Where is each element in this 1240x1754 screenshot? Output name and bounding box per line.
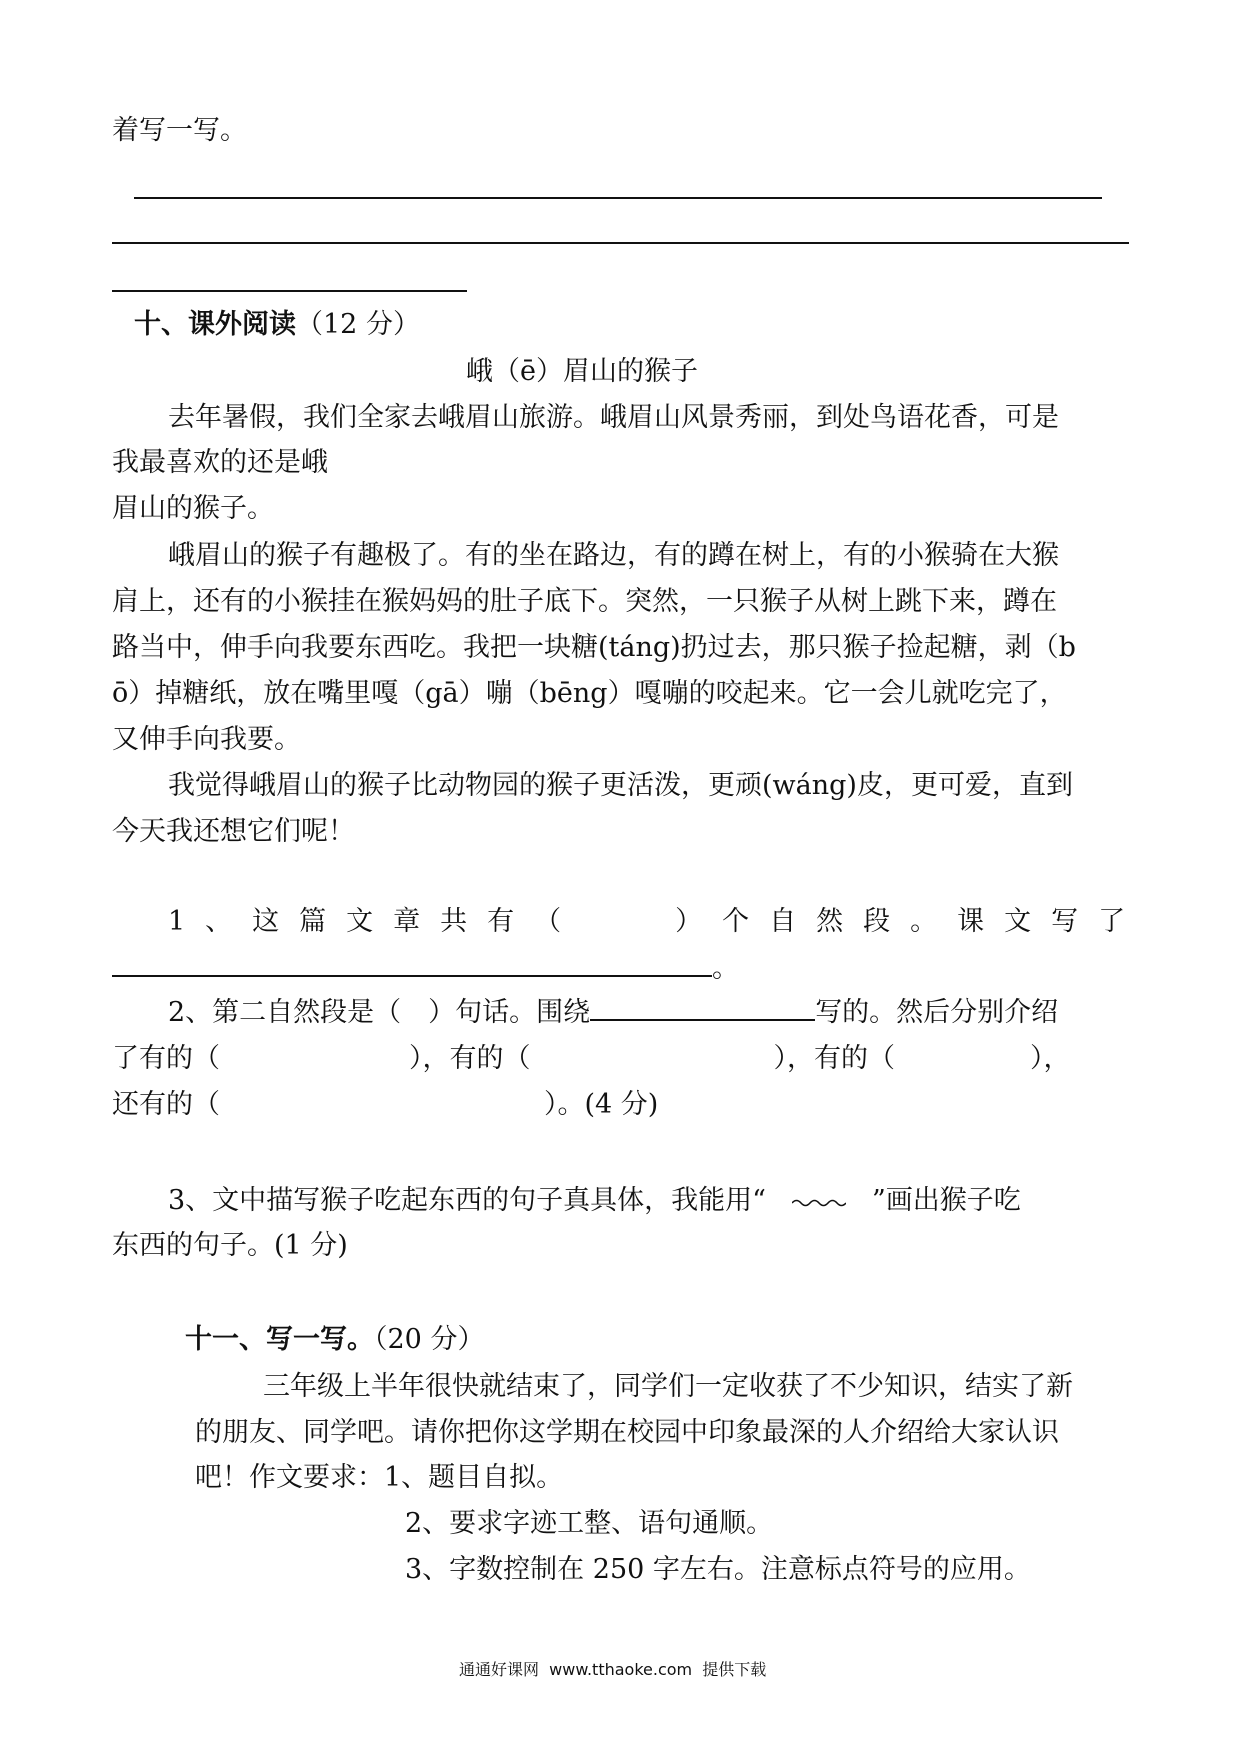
paragraph-line: 肩上，还有的小猴挂在猴妈妈的肚子底下。突然，一只猴子从树上跳下来，蹲在 [112,586,1057,617]
section-10-heading [134,302,420,347]
paragraph-line: 峨眉山的猴子有趣极了。有的坐在路边，有的蹲在树上，有的小猴骑在大猴 [168,540,1059,571]
q1-end: 。 [712,953,739,984]
continuation-text: 着写一写。 [112,115,247,146]
paragraph-line: 去年暑假，我们全家去峨眉山旅游。峨眉山风景秀丽，到处鸟语花香，可是 [168,402,1059,433]
paragraph-line: 我最喜欢的还是峨 [112,447,328,478]
answer-line [134,197,1102,199]
answer-line [112,290,467,292]
q2-text-cont: 写的。然后分别介绍 [815,997,1059,1028]
q1-answer-line [112,975,712,977]
wavy-underline-icon [792,1197,846,1207]
q2-text: 2、第二自然段是（ ）句话。围绕 [168,997,591,1028]
q3-text-cont: ”画出猴子吃 [871,1185,1021,1216]
question-3 [168,1178,1021,1223]
question-3-line: 东西的句子。(1 分) [112,1230,348,1261]
paragraph-line: 眉山的猴子。 [112,493,274,524]
article-title: 峨（ē）眉山的猴子 [466,356,698,387]
section-10-score: （12 分） [296,309,420,340]
question-2 [168,990,1058,1035]
paragraph-line: 我觉得峨眉山的猴子比动物园的猴子更活泼，更顽(wáng)皮，更可爱，直到 [168,770,1073,801]
prompt-line: 的朋友、同学吧。请你把你这学期在校园中印象最深的人介绍给大家认识 [195,1417,1059,1448]
question-1: 1、这篇文章共有（ ）个自然段。课文写了 [168,906,1146,937]
requirement-2: 2、要求字迹工整、语句通顺。 [405,1508,774,1539]
q3-text: 3、文中描写猴子吃起东西的句子真具体，我能用“ [168,1185,766,1216]
q2-blank [590,991,815,1021]
section-10-title: 十、课外阅读 [134,309,296,340]
paragraph-line: 又伸手向我要。 [112,724,301,755]
requirement-3: 3、字数控制在 250 字左右。注意标点符号的应用。 [405,1554,1031,1585]
question-2-line: 了有的（ ），有的（ ），有的（ ）， [112,1043,1071,1074]
paragraph-line: 路当中，伸手向我要东西吃。我把一块糖(táng)扔过去，那只猴子捡起糖，剥（b [112,632,1076,663]
section-11-title: 十一、写一写。 [185,1324,374,1355]
paragraph-line: ō）掉糖纸，放在嘴里嘎（gā）嘣（bēng）嘎嘣的咬起来。它一会儿就吃完了， [112,678,1067,709]
question-2-line: 还有的（ ）。(4 分) [112,1089,659,1120]
prompt-line: 吧！作文要求：1、题目自拟。 [195,1462,564,1493]
section-11-heading [185,1317,484,1362]
page-footer: 通通好课网 www.tthaoke.com 提供下载 [459,1660,767,1679]
prompt-line: 三年级上半年很快就结束了，同学们一定收获了不少知识，结实了新 [263,1371,1073,1402]
paragraph-line: 今天我还想它们呢！ [112,816,355,847]
answer-line [112,242,1129,244]
section-11-score: （20 分） [374,1324,485,1355]
